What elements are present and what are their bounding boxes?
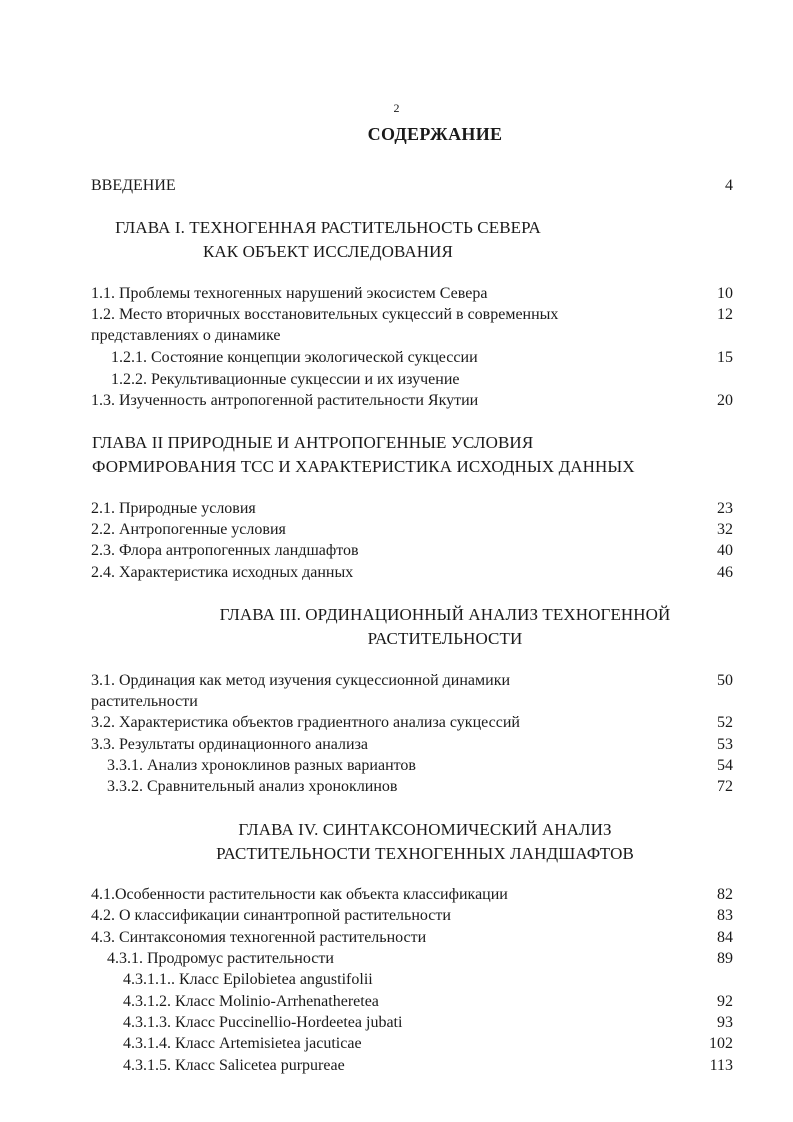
toc-entry-label: 4.3.1.4. Класс Artemisietea jacuticae	[123, 1035, 362, 1052]
toc-entry-label: 2.2. Антропогенные условия	[91, 521, 286, 538]
chapter-4-heading[interactable]	[150, 818, 700, 866]
toc-entry[interactable]	[91, 519, 733, 540]
toc-entry-page: 32	[717, 521, 733, 538]
toc-entry-continuation	[91, 325, 733, 346]
chapter-2-heading-line-2: ФОРМИРОВАНИЯ ТСС И ХАРАКТЕРИСТИКА ИСХОДНЫХ ДАННЫХ	[92, 457, 635, 476]
toc-entry[interactable]	[123, 1033, 733, 1054]
toc-entry[interactable]	[111, 369, 733, 390]
chapter-1-heading-line-2: КАК ОБЪЕКТ ИССЛЕДОВАНИЯ	[202, 242, 453, 261]
chapter-1-heading-line-1: ГЛАВА I. ТЕХНОГЕННАЯ РАСТИТЕЛЬНОСТЬ СЕВЕРА	[115, 218, 541, 237]
toc-entry[interactable]	[91, 884, 733, 905]
toc-entry-label: 1.3. Изученность антропогенной растительности Якутии	[91, 392, 479, 409]
toc-entry-label: ВВЕДЕНИЕ	[91, 177, 176, 194]
toc-entry-page: 84	[717, 929, 733, 946]
chapter-3-heading-line-2: РАСТИТЕЛЬНОСТИ	[367, 629, 523, 648]
toc-entry-page: 40	[717, 542, 733, 559]
toc-entry-page: 52	[717, 714, 733, 731]
toc-entry-label: 3.3.2. Сравнительный анализ хроноклинов	[107, 778, 398, 795]
toc-entry-page: 46	[717, 564, 733, 581]
toc-entry-label: 2.1. Природные условия	[91, 500, 256, 517]
toc-entry[interactable]	[107, 755, 733, 776]
toc-entry-label: 3.1. Ординация как метод изучения сукцессионной динамики	[91, 672, 511, 689]
toc-entry[interactable]	[91, 927, 733, 948]
chapter-2-heading[interactable]	[92, 431, 692, 479]
chapter-2-heading-line-1: ГЛАВА II ПРИРОДНЫЕ И АНТРОПОГЕННЫЕ УСЛОВИЯ	[92, 433, 534, 452]
toc-entry-label: 3.3. Результаты ординационного анализа	[91, 736, 368, 753]
toc-entry-label: растительности	[91, 693, 198, 710]
toc-entry-label: 4.3. Синтаксономия техногенной растительности	[91, 929, 427, 946]
toc-entry-label: 1.2.2. Рекультивационные сукцессии и их изучение	[111, 371, 460, 388]
toc-entry-page: 82	[717, 886, 733, 903]
toc-entry[interactable]	[123, 1012, 733, 1033]
toc-entry-page: 4	[725, 177, 733, 194]
toc-entry-page: 72	[717, 778, 733, 795]
page-title: СОДЕРЖАНИЕ	[367, 124, 503, 144]
toc-entry-label: 4.2. О классификации синантропной растительности	[91, 907, 451, 924]
toc-entry[interactable]	[123, 969, 733, 990]
toc-entry-page: 92	[717, 993, 733, 1010]
chapter-1-heading[interactable]	[88, 216, 568, 264]
toc-entry-label: представлениях о динамике	[91, 327, 281, 344]
toc-entry-label: 2.4. Характеристика исходных данных	[91, 564, 354, 581]
toc-entry-page: 53	[717, 736, 733, 753]
chapter-3-heading-line-1: ГЛАВА III. ОРДИНАЦИОННЫЙ АНАЛИЗ ТЕХНОГЕННОЙ	[219, 605, 671, 624]
toc-entry-page: 93	[717, 1014, 733, 1031]
toc-entry[interactable]	[91, 562, 733, 583]
toc-entry-page: 102	[709, 1035, 733, 1052]
chapter-4-heading-line-1: ГЛАВА IV. СИНТАКСОНОМИЧЕСКИЙ АНАЛИЗ	[238, 820, 612, 839]
toc-entry-page: 10	[717, 285, 733, 302]
toc-entry[interactable]	[91, 712, 733, 733]
toc-entry[interactable]	[111, 347, 733, 368]
toc-entry[interactable]	[107, 776, 733, 797]
toc-entry-label: 4.3.1.3. Класс Puccinellio-Hordeetea jubati	[123, 1014, 403, 1031]
toc-entry-page: 15	[717, 349, 733, 366]
toc-entry[interactable]	[91, 390, 733, 411]
toc-entry[interactable]	[91, 734, 733, 755]
toc-entry-label: 3.3.1. Анализ хроноклинов разных вариантов	[107, 757, 416, 774]
toc-entry[interactable]	[107, 948, 733, 969]
toc-entry-continuation	[91, 691, 733, 712]
toc-entry-page: 89	[717, 950, 733, 967]
toc-entry[interactable]	[123, 991, 733, 1012]
toc-entry-page: 54	[717, 757, 733, 774]
toc-entry-label: 4.3.1.1.. Класс Epilobietea angustifolii	[123, 971, 373, 988]
toc-entry-page: 50	[717, 672, 733, 689]
toc-entry[interactable]	[91, 905, 733, 926]
toc-entry-introduction[interactable]	[91, 175, 733, 196]
toc-entry-page: 12	[717, 306, 733, 323]
toc-entry[interactable]	[91, 670, 733, 691]
toc-entry-label: 4.3.1. Продромус растительности	[107, 950, 334, 967]
toc-entry-page: 113	[709, 1057, 733, 1074]
page-number: 2	[393, 101, 400, 115]
toc-entry[interactable]	[123, 1055, 733, 1076]
chapter-4-heading-line-2: РАСТИТЕЛЬНОСТИ ТЕХНОГЕННЫХ ЛАНДШАФТОВ	[216, 844, 634, 863]
toc-entry-label: 3.2. Характеристика объектов градиентного анализа сукцессий	[91, 714, 520, 731]
toc-entry-label: 2.3. Флора антропогенных ландшафтов	[91, 542, 359, 559]
toc-entry-label: 1.1. Проблемы техногенных нарушений экосистем Севера	[91, 285, 488, 302]
toc-entry-page: 83	[717, 907, 733, 924]
toc-entry[interactable]	[91, 498, 733, 519]
toc-entry-label: 4.3.1.2. Класс Molinio-Arrhenatheretea	[123, 993, 379, 1010]
toc-entry-page: 20	[717, 392, 733, 409]
toc-entry-label: 4.3.1.5. Класс Salicetea purpureae	[123, 1057, 345, 1074]
chapter-3-heading[interactable]	[170, 603, 720, 651]
toc-entry[interactable]	[91, 283, 733, 304]
toc-entry[interactable]	[91, 540, 733, 561]
toc-entry-label: 1.2. Место вторичных восстановительных сукцессий в современных	[91, 306, 559, 323]
toc-entry[interactable]	[91, 304, 733, 325]
toc-entry-label: 4.1.Особенности растительности как объекта классификации	[91, 886, 508, 903]
toc-entry-page: 23	[717, 500, 733, 517]
toc-entry-label: 1.2.1. Состояние концепции экологической сукцессии	[111, 349, 478, 366]
